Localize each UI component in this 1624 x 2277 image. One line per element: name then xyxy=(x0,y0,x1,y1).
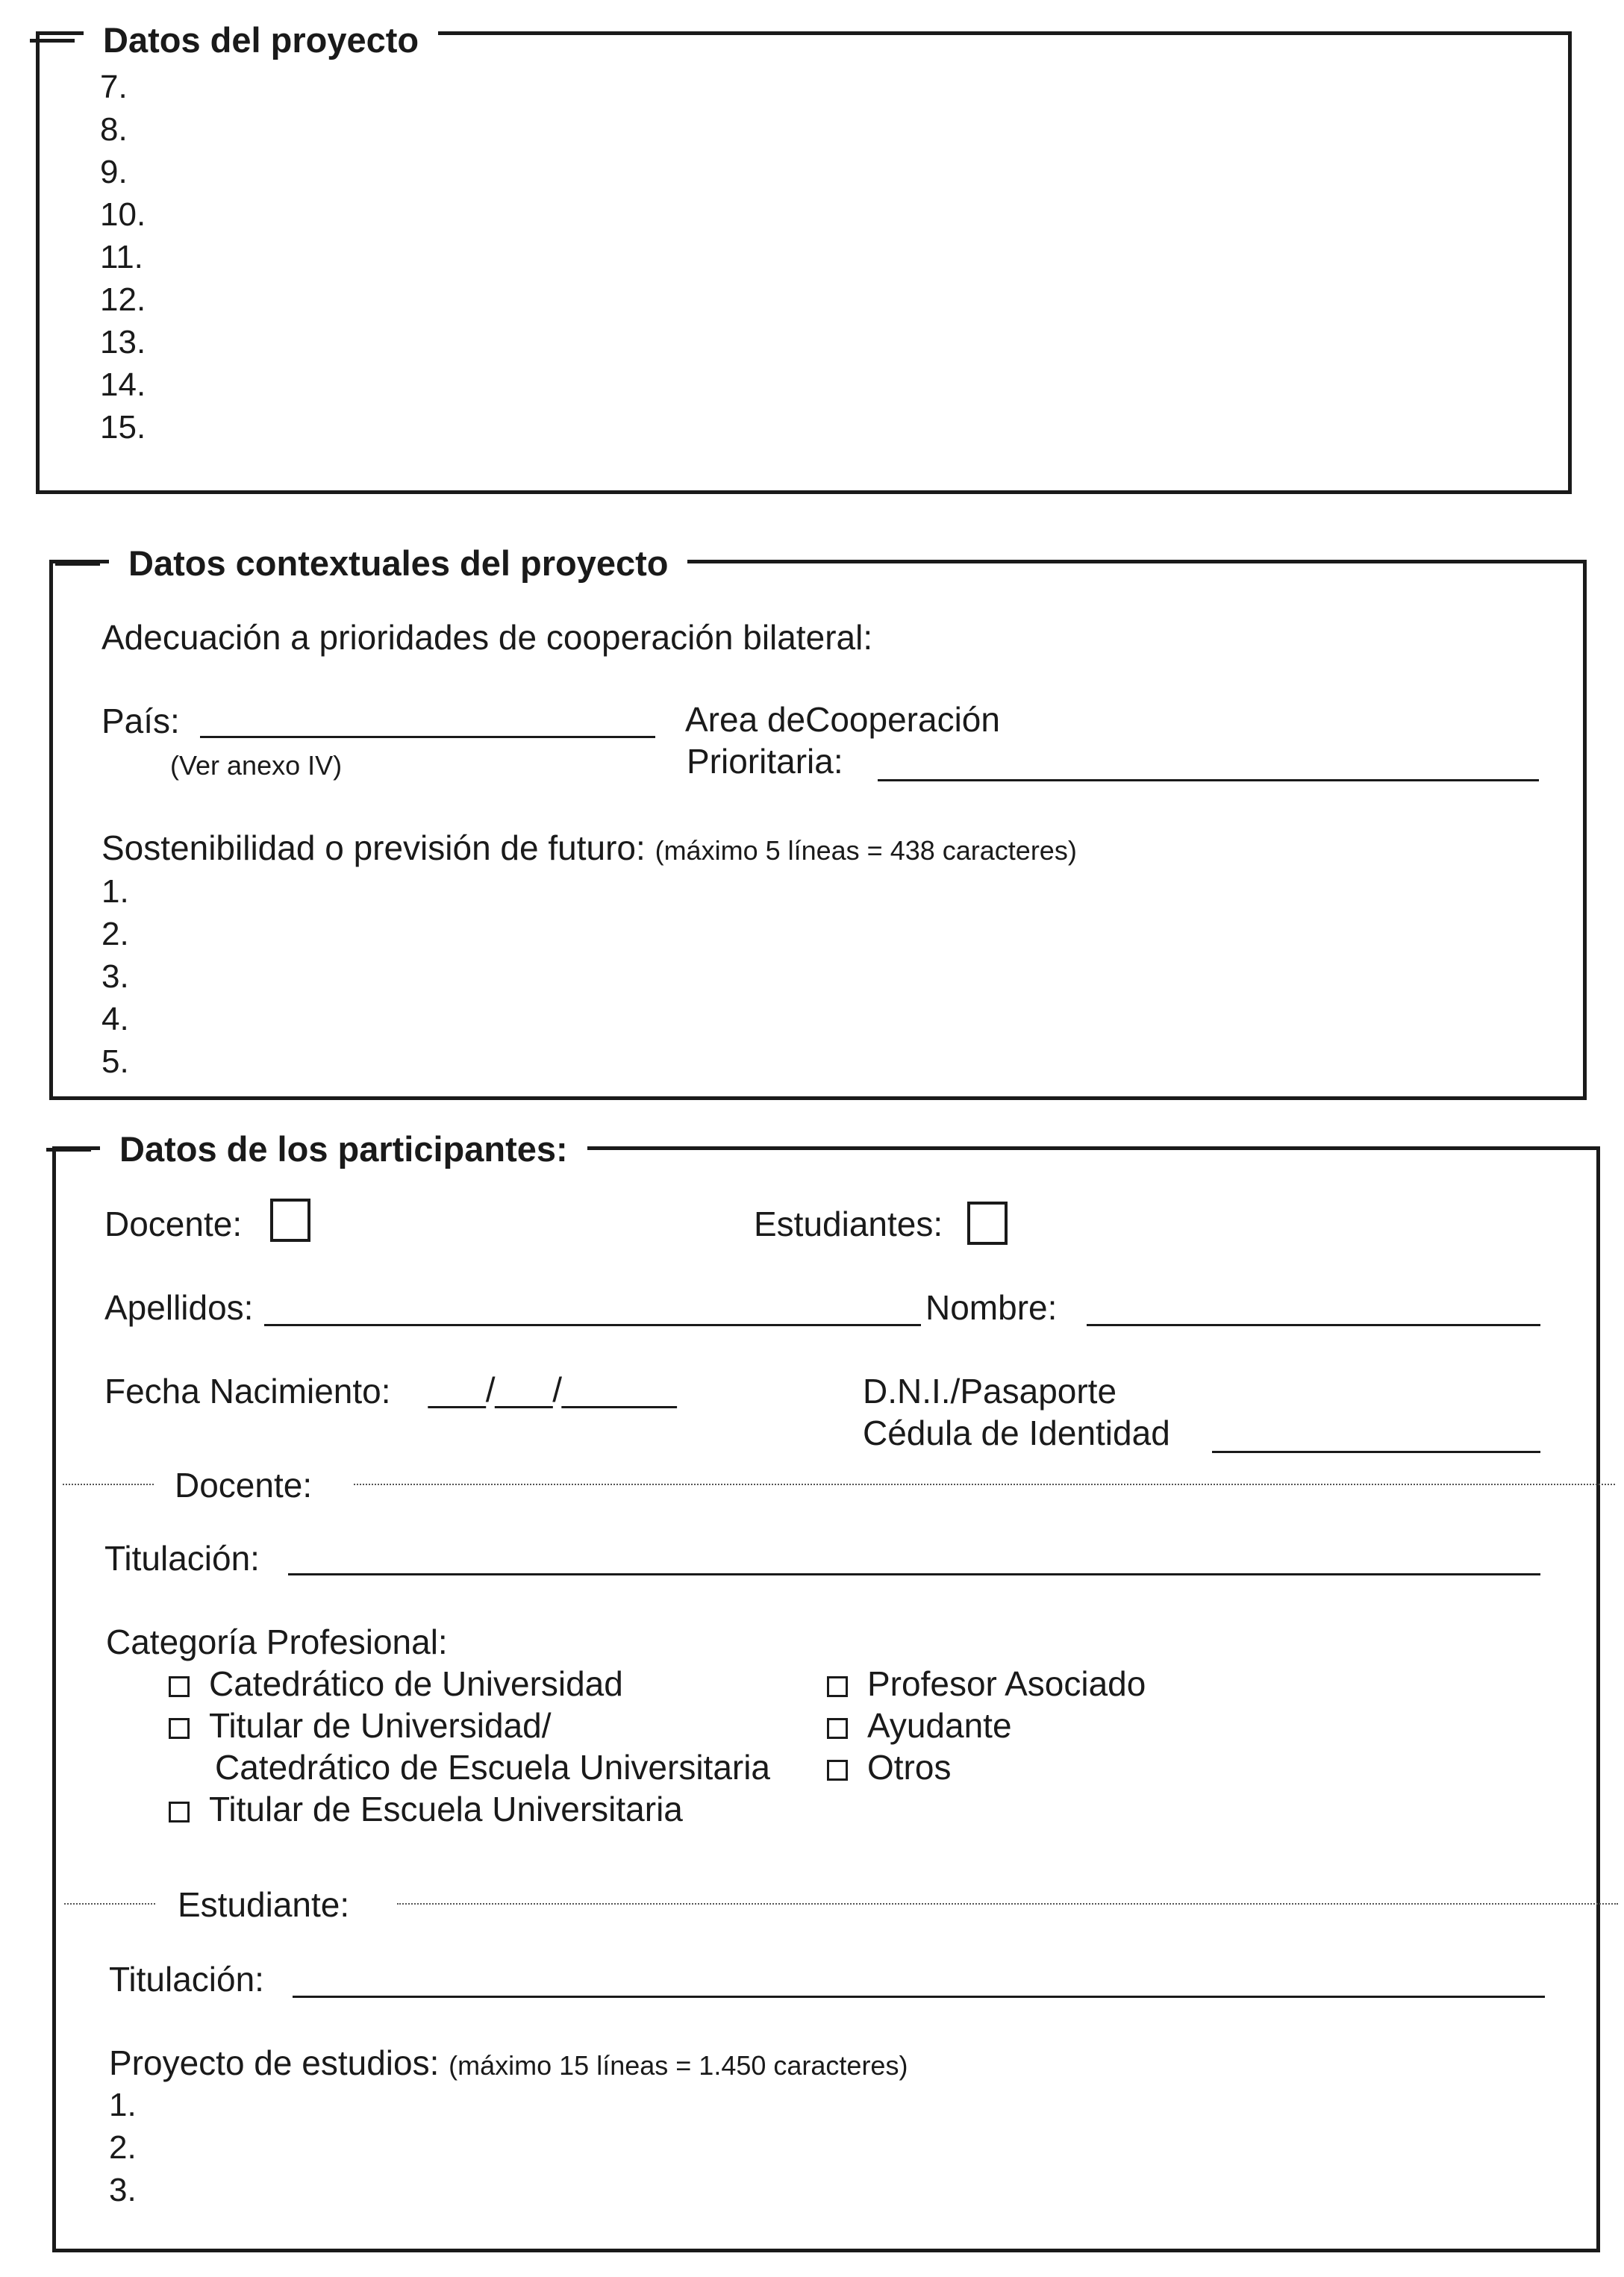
checkbox[interactable] xyxy=(827,1760,848,1781)
docente-subsection-title: Docente: xyxy=(175,1466,313,1505)
fecha-field[interactable]: ___/___/______ xyxy=(428,1370,677,1409)
list-item: 1. xyxy=(109,2087,137,2123)
categoria-label: Categoría Profesional: xyxy=(106,1622,448,1661)
proyecto-note: (máximo 15 líneas = 1.450 caracteres) xyxy=(449,2050,908,2081)
checkbox[interactable] xyxy=(169,1718,190,1739)
area-field[interactable] xyxy=(878,779,1539,781)
list-item: 2. xyxy=(102,916,129,952)
proyecto-label: Proyecto de estudios: (máximo 15 líneas = 1.450 caracteres) xyxy=(109,2043,908,2082)
participants-title: Datos de los participantes: xyxy=(100,1128,587,1170)
estudiantes-checkbox[interactable] xyxy=(967,1202,1008,1245)
list-item: 7. xyxy=(100,69,128,105)
list-item: 4. xyxy=(102,1001,129,1037)
docente-titulacion-label: Titulación: xyxy=(104,1539,260,1578)
estudiante-titulacion-label: Titulación: xyxy=(109,1960,264,1999)
country-note: (Ver anexo IV) xyxy=(170,750,343,781)
area-label-line2: Prioritaria: xyxy=(687,742,843,781)
list-item: 5. xyxy=(102,1043,129,1080)
option-titular-universidad[interactable]: Titular de Universidad/ xyxy=(169,1705,552,1746)
docente-divider-right xyxy=(354,1484,1615,1485)
list-item: 3. xyxy=(109,2172,137,2208)
project-data-section xyxy=(36,31,1572,494)
area-label-line1: Area deCooperación xyxy=(685,700,1000,739)
docente-label: Docente: xyxy=(104,1205,243,1243)
proyecto-lines xyxy=(109,2084,137,2211)
context-data-title: Datos contextuales del proyecto xyxy=(109,543,687,584)
list-item: 12. xyxy=(100,281,146,318)
dni-label-line2: Cédula de Identidad xyxy=(863,1414,1170,1452)
sustainability-lines xyxy=(102,870,129,1083)
option-ayudante[interactable]: Ayudante xyxy=(827,1705,1012,1746)
list-item: 11. xyxy=(100,239,143,275)
list-item: 3. xyxy=(102,958,129,995)
dni-field[interactable] xyxy=(1212,1451,1540,1453)
project-lines xyxy=(100,66,146,449)
dni-label-line1: D.N.I./Pasaporte xyxy=(863,1372,1117,1411)
nombre-field[interactable] xyxy=(1087,1324,1540,1326)
docente-divider-left xyxy=(63,1484,154,1485)
checkbox[interactable] xyxy=(827,1718,848,1739)
project-data-title: Datos del proyecto xyxy=(84,19,438,61)
country-label: País: xyxy=(102,702,180,740)
docente-checkbox[interactable] xyxy=(270,1199,310,1242)
option-catedratico-universidad[interactable]: Catedrático de Universidad xyxy=(169,1663,623,1705)
option-profesor-asociado[interactable]: Profesor Asociado xyxy=(827,1663,1146,1705)
docente-titulacion-field[interactable] xyxy=(288,1573,1540,1575)
estudiante-subsection-title: Estudiante: xyxy=(178,1885,350,1924)
checkbox[interactable] xyxy=(169,1676,190,1697)
list-item: 1. xyxy=(102,873,129,910)
list-item: 9. xyxy=(100,154,128,190)
apellidos-field[interactable] xyxy=(264,1324,921,1326)
checkbox[interactable] xyxy=(827,1676,848,1697)
estudiante-divider-left xyxy=(64,1903,155,1905)
estudiante-divider-right xyxy=(397,1903,1618,1905)
sustainability-note: (máximo 5 líneas = 438 caracteres) xyxy=(655,835,1077,866)
list-item: 10. xyxy=(100,196,146,233)
list-item: 14. xyxy=(100,366,146,403)
option-titular-universidad-cont: Catedrático de Escuela Universitaria xyxy=(215,1748,771,1787)
nombre-label: Nombre: xyxy=(925,1288,1058,1327)
estudiante-titulacion-field[interactable] xyxy=(293,1996,1545,1998)
estudiantes-label: Estudiantes: xyxy=(754,1205,943,1243)
option-titular-escuela[interactable]: Titular de Escuela Universitaria xyxy=(169,1788,683,1830)
checkbox[interactable] xyxy=(169,1802,190,1822)
list-item: 13. xyxy=(100,324,146,360)
list-item: 2. xyxy=(109,2129,137,2166)
list-item: 15. xyxy=(100,409,146,446)
apellidos-label: Apellidos: xyxy=(104,1288,254,1327)
sustainability-label: Sostenibilidad o previsión de futuro: (máximo 5 líneas = 438 caracteres) xyxy=(102,828,1077,867)
list-item: 8. xyxy=(100,111,128,148)
fecha-label: Fecha Nacimiento: xyxy=(104,1372,391,1411)
country-field[interactable] xyxy=(200,736,655,738)
option-otros[interactable]: Otros xyxy=(827,1746,951,1788)
adequacy-label: Adecuación a prioridades de cooperación bilateral: xyxy=(102,618,873,657)
